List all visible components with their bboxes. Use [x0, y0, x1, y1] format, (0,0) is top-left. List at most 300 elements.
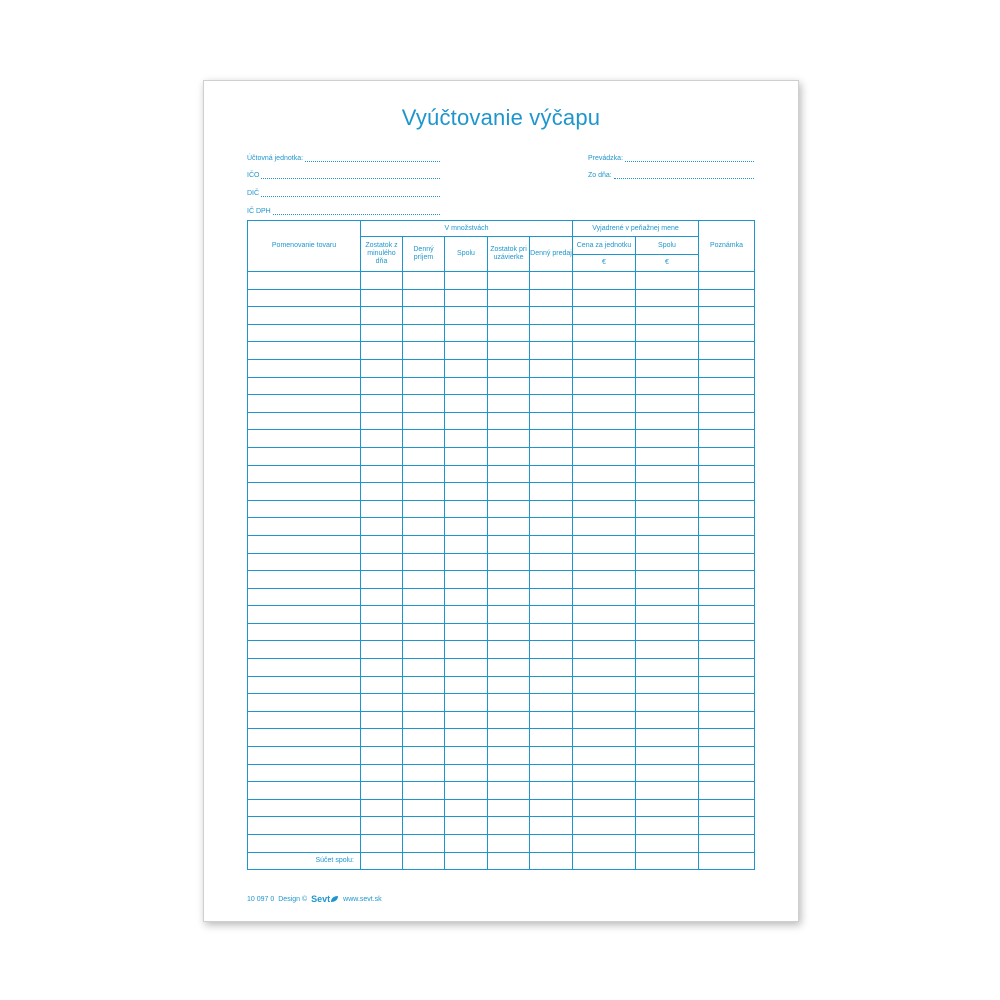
- table-cell[interactable]: [636, 571, 699, 589]
- table-cell[interactable]: [699, 483, 755, 501]
- table-cell[interactable]: [403, 588, 445, 606]
- table-cell[interactable]: [699, 588, 755, 606]
- table-cell[interactable]: [573, 588, 636, 606]
- sum-cell[interactable]: [530, 852, 573, 869]
- table-cell[interactable]: [361, 676, 403, 694]
- table-cell[interactable]: [636, 377, 699, 395]
- table-cell[interactable]: [573, 307, 636, 325]
- table-cell[interactable]: [636, 518, 699, 536]
- sum-cell[interactable]: [699, 852, 755, 869]
- table-cell[interactable]: [445, 835, 488, 853]
- table-cell[interactable]: [361, 395, 403, 413]
- table-cell[interactable]: [573, 359, 636, 377]
- table-cell[interactable]: [445, 324, 488, 342]
- table-cell[interactable]: [248, 641, 361, 659]
- table-cell[interactable]: [573, 289, 636, 307]
- table-cell[interactable]: [636, 764, 699, 782]
- table-cell[interactable]: [530, 289, 573, 307]
- table-cell[interactable]: [445, 606, 488, 624]
- table-cell[interactable]: [573, 395, 636, 413]
- table-cell[interactable]: [573, 623, 636, 641]
- table-cell[interactable]: [403, 659, 445, 677]
- table-cell[interactable]: [248, 747, 361, 765]
- table-cell[interactable]: [403, 430, 445, 448]
- table-cell[interactable]: [488, 782, 530, 800]
- table-cell[interactable]: [361, 535, 403, 553]
- table-cell[interactable]: [573, 729, 636, 747]
- table-cell[interactable]: [248, 835, 361, 853]
- sum-cell[interactable]: [636, 852, 699, 869]
- table-cell[interactable]: [361, 289, 403, 307]
- table-cell[interactable]: [636, 553, 699, 571]
- table-cell[interactable]: [488, 272, 530, 290]
- table-cell[interactable]: [488, 518, 530, 536]
- table-cell[interactable]: [636, 676, 699, 694]
- table-cell[interactable]: [403, 835, 445, 853]
- table-cell[interactable]: [699, 729, 755, 747]
- table-cell[interactable]: [699, 799, 755, 817]
- table-cell[interactable]: [530, 641, 573, 659]
- table-cell[interactable]: [699, 747, 755, 765]
- table-cell[interactable]: [248, 430, 361, 448]
- table-cell[interactable]: [445, 571, 488, 589]
- table-cell[interactable]: [636, 747, 699, 765]
- table-cell[interactable]: [636, 500, 699, 518]
- table-cell[interactable]: [445, 799, 488, 817]
- table-cell[interactable]: [636, 535, 699, 553]
- table-cell[interactable]: [403, 623, 445, 641]
- table-cell[interactable]: [699, 535, 755, 553]
- table-cell[interactable]: [361, 342, 403, 360]
- table-cell[interactable]: [488, 553, 530, 571]
- table-cell[interactable]: [248, 324, 361, 342]
- table-cell[interactable]: [636, 659, 699, 677]
- table-cell[interactable]: [530, 571, 573, 589]
- table-cell[interactable]: [248, 764, 361, 782]
- table-cell[interactable]: [361, 412, 403, 430]
- field-date[interactable]: [588, 167, 754, 179]
- table-cell[interactable]: [445, 412, 488, 430]
- table-cell[interactable]: [636, 412, 699, 430]
- table-cell[interactable]: [699, 359, 755, 377]
- table-cell[interactable]: [573, 782, 636, 800]
- table-cell[interactable]: [530, 395, 573, 413]
- sum-cell[interactable]: [488, 852, 530, 869]
- table-cell[interactable]: [445, 483, 488, 501]
- table-cell[interactable]: [248, 694, 361, 712]
- table-cell[interactable]: [636, 395, 699, 413]
- table-cell[interactable]: [248, 623, 361, 641]
- table-cell[interactable]: [488, 799, 530, 817]
- table-cell[interactable]: [361, 835, 403, 853]
- table-cell[interactable]: [636, 623, 699, 641]
- table-cell[interactable]: [488, 711, 530, 729]
- table-cell[interactable]: [636, 430, 699, 448]
- table-cell[interactable]: [248, 483, 361, 501]
- table-cell[interactable]: [530, 447, 573, 465]
- table-cell[interactable]: [445, 342, 488, 360]
- table-cell[interactable]: [636, 588, 699, 606]
- table-cell[interactable]: [573, 342, 636, 360]
- table-cell[interactable]: [699, 764, 755, 782]
- table-cell[interactable]: [636, 324, 699, 342]
- table-cell[interactable]: [248, 799, 361, 817]
- table-cell[interactable]: [699, 694, 755, 712]
- table-cell[interactable]: [488, 764, 530, 782]
- table-cell[interactable]: [573, 518, 636, 536]
- table-cell[interactable]: [488, 324, 530, 342]
- sum-cell[interactable]: [445, 852, 488, 869]
- table-cell[interactable]: [699, 289, 755, 307]
- table-cell[interactable]: [445, 500, 488, 518]
- table-cell[interactable]: [573, 535, 636, 553]
- table-cell[interactable]: [248, 782, 361, 800]
- table-cell[interactable]: [636, 641, 699, 659]
- table-cell[interactable]: [403, 272, 445, 290]
- table-cell[interactable]: [573, 447, 636, 465]
- table-cell[interactable]: [445, 272, 488, 290]
- table-cell[interactable]: [488, 377, 530, 395]
- table-cell[interactable]: [530, 799, 573, 817]
- table-cell[interactable]: [699, 412, 755, 430]
- table-cell[interactable]: [530, 835, 573, 853]
- table-cell[interactable]: [636, 447, 699, 465]
- table-cell[interactable]: [573, 571, 636, 589]
- table-cell[interactable]: [699, 606, 755, 624]
- table-cell[interactable]: [403, 324, 445, 342]
- table-cell[interactable]: [403, 500, 445, 518]
- sum-cell[interactable]: [403, 852, 445, 869]
- table-cell[interactable]: [361, 430, 403, 448]
- table-cell[interactable]: [403, 817, 445, 835]
- table-cell[interactable]: [361, 588, 403, 606]
- table-cell[interactable]: [530, 588, 573, 606]
- table-cell[interactable]: [636, 817, 699, 835]
- table-cell[interactable]: [488, 500, 530, 518]
- table-cell[interactable]: [699, 676, 755, 694]
- table-cell[interactable]: [248, 659, 361, 677]
- table-cell[interactable]: [636, 782, 699, 800]
- table-cell[interactable]: [699, 500, 755, 518]
- table-cell[interactable]: [488, 342, 530, 360]
- table-cell[interactable]: [361, 764, 403, 782]
- table-cell[interactable]: [248, 535, 361, 553]
- table-cell[interactable]: [699, 623, 755, 641]
- table-cell[interactable]: [445, 447, 488, 465]
- sum-cell[interactable]: [361, 852, 403, 869]
- table-cell[interactable]: [403, 729, 445, 747]
- table-cell[interactable]: [699, 817, 755, 835]
- table-cell[interactable]: [403, 342, 445, 360]
- table-cell[interactable]: [248, 447, 361, 465]
- table-cell[interactable]: [530, 324, 573, 342]
- table-cell[interactable]: [403, 377, 445, 395]
- table-cell[interactable]: [699, 782, 755, 800]
- table-cell[interactable]: [248, 588, 361, 606]
- table-cell[interactable]: [573, 764, 636, 782]
- table-cell[interactable]: [636, 465, 699, 483]
- table-cell[interactable]: [248, 377, 361, 395]
- table-cell[interactable]: [403, 289, 445, 307]
- table-cell[interactable]: [488, 623, 530, 641]
- table-cell[interactable]: [445, 395, 488, 413]
- table-cell[interactable]: [403, 571, 445, 589]
- table-cell[interactable]: [361, 659, 403, 677]
- table-cell[interactable]: [573, 500, 636, 518]
- table-cell[interactable]: [699, 518, 755, 536]
- table-cell[interactable]: [248, 729, 361, 747]
- table-cell[interactable]: [403, 307, 445, 325]
- table-cell[interactable]: [403, 518, 445, 536]
- table-cell[interactable]: [248, 342, 361, 360]
- table-cell[interactable]: [699, 835, 755, 853]
- table-cell[interactable]: [361, 518, 403, 536]
- table-cell[interactable]: [573, 711, 636, 729]
- table-cell[interactable]: [573, 676, 636, 694]
- table-cell[interactable]: [248, 817, 361, 835]
- table-cell[interactable]: [573, 641, 636, 659]
- table-cell[interactable]: [445, 782, 488, 800]
- table-cell[interactable]: [699, 307, 755, 325]
- table-cell[interactable]: [530, 782, 573, 800]
- website-link[interactable]: www.sevt.sk: [343, 895, 382, 903]
- table-cell[interactable]: [361, 694, 403, 712]
- table-cell[interactable]: [530, 764, 573, 782]
- table-cell[interactable]: [636, 272, 699, 290]
- table-cell[interactable]: [488, 430, 530, 448]
- table-cell[interactable]: [445, 817, 488, 835]
- table-cell[interactable]: [445, 465, 488, 483]
- table-cell[interactable]: [445, 747, 488, 765]
- table-cell[interactable]: [488, 641, 530, 659]
- table-cell[interactable]: [530, 377, 573, 395]
- table-cell[interactable]: [361, 272, 403, 290]
- table-cell[interactable]: [636, 729, 699, 747]
- table-cell[interactable]: [530, 694, 573, 712]
- table-cell[interactable]: [573, 272, 636, 290]
- table-cell[interactable]: [445, 518, 488, 536]
- table-cell[interactable]: [445, 676, 488, 694]
- table-cell[interactable]: [445, 729, 488, 747]
- table-cell[interactable]: [445, 307, 488, 325]
- table-cell[interactable]: [445, 289, 488, 307]
- table-cell[interactable]: [530, 606, 573, 624]
- table-cell[interactable]: [361, 483, 403, 501]
- table-cell[interactable]: [488, 395, 530, 413]
- table-cell[interactable]: [573, 606, 636, 624]
- table-cell[interactable]: [573, 483, 636, 501]
- table-cell[interactable]: [488, 588, 530, 606]
- table-cell[interactable]: [445, 623, 488, 641]
- table-cell[interactable]: [573, 553, 636, 571]
- table-cell[interactable]: [403, 782, 445, 800]
- table-cell[interactable]: [445, 711, 488, 729]
- table-cell[interactable]: [636, 835, 699, 853]
- table-cell[interactable]: [445, 659, 488, 677]
- table-cell[interactable]: [248, 307, 361, 325]
- table-cell[interactable]: [403, 483, 445, 501]
- table-cell[interactable]: [248, 465, 361, 483]
- table-cell[interactable]: [488, 307, 530, 325]
- table-cell[interactable]: [530, 307, 573, 325]
- table-cell[interactable]: [636, 289, 699, 307]
- table-cell[interactable]: [403, 676, 445, 694]
- table-cell[interactable]: [488, 289, 530, 307]
- table-cell[interactable]: [699, 324, 755, 342]
- table-cell[interactable]: [530, 711, 573, 729]
- table-cell[interactable]: [573, 747, 636, 765]
- table-cell[interactable]: [488, 694, 530, 712]
- table-cell[interactable]: [488, 465, 530, 483]
- table-cell[interactable]: [488, 747, 530, 765]
- field-establishment[interactable]: [588, 150, 754, 162]
- table-cell[interactable]: [403, 359, 445, 377]
- table-cell[interactable]: [573, 799, 636, 817]
- table-cell[interactable]: [699, 553, 755, 571]
- table-cell[interactable]: [361, 747, 403, 765]
- table-cell[interactable]: [636, 483, 699, 501]
- table-cell[interactable]: [403, 553, 445, 571]
- table-cell[interactable]: [361, 324, 403, 342]
- table-cell[interactable]: [361, 641, 403, 659]
- field-accounting-unit[interactable]: [247, 150, 440, 162]
- table-cell[interactable]: [573, 694, 636, 712]
- table-cell[interactable]: [530, 272, 573, 290]
- table-cell[interactable]: [361, 799, 403, 817]
- table-cell[interactable]: [530, 483, 573, 501]
- table-cell[interactable]: [361, 606, 403, 624]
- table-cell[interactable]: [530, 676, 573, 694]
- field-dic[interactable]: [247, 185, 440, 197]
- table-cell[interactable]: [636, 359, 699, 377]
- table-cell[interactable]: [530, 535, 573, 553]
- table-cell[interactable]: [403, 465, 445, 483]
- table-cell[interactable]: [636, 342, 699, 360]
- table-cell[interactable]: [445, 553, 488, 571]
- table-cell[interactable]: [636, 799, 699, 817]
- table-cell[interactable]: [699, 272, 755, 290]
- table-cell[interactable]: [530, 659, 573, 677]
- table-cell[interactable]: [403, 447, 445, 465]
- table-cell[interactable]: [488, 606, 530, 624]
- table-cell[interactable]: [699, 430, 755, 448]
- table-cell[interactable]: [636, 606, 699, 624]
- table-cell[interactable]: [530, 500, 573, 518]
- table-cell[interactable]: [403, 395, 445, 413]
- table-cell[interactable]: [361, 571, 403, 589]
- table-cell[interactable]: [699, 342, 755, 360]
- table-cell[interactable]: [530, 623, 573, 641]
- table-cell[interactable]: [530, 518, 573, 536]
- table-cell[interactable]: [488, 659, 530, 677]
- table-cell[interactable]: [488, 412, 530, 430]
- table-cell[interactable]: [361, 553, 403, 571]
- table-cell[interactable]: [361, 447, 403, 465]
- table-cell[interactable]: [488, 447, 530, 465]
- table-cell[interactable]: [445, 641, 488, 659]
- table-cell[interactable]: [488, 729, 530, 747]
- table-cell[interactable]: [248, 412, 361, 430]
- table-cell[interactable]: [530, 747, 573, 765]
- table-cell[interactable]: [361, 729, 403, 747]
- table-cell[interactable]: [636, 694, 699, 712]
- table-cell[interactable]: [403, 711, 445, 729]
- table-cell[interactable]: [445, 588, 488, 606]
- table-cell[interactable]: [573, 817, 636, 835]
- table-cell[interactable]: [488, 817, 530, 835]
- table-cell[interactable]: [573, 465, 636, 483]
- table-cell[interactable]: [248, 395, 361, 413]
- table-cell[interactable]: [699, 641, 755, 659]
- table-cell[interactable]: [530, 465, 573, 483]
- table-cell[interactable]: [403, 799, 445, 817]
- table-cell[interactable]: [530, 359, 573, 377]
- table-cell[interactable]: [445, 377, 488, 395]
- table-cell[interactable]: [699, 465, 755, 483]
- table-cell[interactable]: [361, 711, 403, 729]
- table-cell[interactable]: [530, 412, 573, 430]
- table-cell[interactable]: [573, 659, 636, 677]
- table-cell[interactable]: [573, 324, 636, 342]
- table-cell[interactable]: [530, 817, 573, 835]
- table-cell[interactable]: [361, 817, 403, 835]
- table-cell[interactable]: [488, 359, 530, 377]
- table-cell[interactable]: [361, 307, 403, 325]
- table-cell[interactable]: [573, 377, 636, 395]
- table-cell[interactable]: [699, 711, 755, 729]
- table-cell[interactable]: [361, 359, 403, 377]
- table-cell[interactable]: [445, 430, 488, 448]
- table-cell[interactable]: [573, 835, 636, 853]
- table-cell[interactable]: [445, 764, 488, 782]
- table-cell[interactable]: [636, 307, 699, 325]
- table-cell[interactable]: [248, 272, 361, 290]
- table-cell[interactable]: [488, 535, 530, 553]
- table-cell[interactable]: [248, 553, 361, 571]
- table-cell[interactable]: [403, 412, 445, 430]
- table-cell[interactable]: [361, 623, 403, 641]
- table-cell[interactable]: [636, 711, 699, 729]
- table-cell[interactable]: [488, 483, 530, 501]
- table-cell[interactable]: [445, 535, 488, 553]
- table-cell[interactable]: [248, 359, 361, 377]
- table-cell[interactable]: [699, 571, 755, 589]
- table-cell[interactable]: [403, 606, 445, 624]
- field-ico[interactable]: [247, 167, 440, 179]
- sum-cell[interactable]: [573, 852, 636, 869]
- table-cell[interactable]: [361, 377, 403, 395]
- table-cell[interactable]: [488, 571, 530, 589]
- table-cell[interactable]: [248, 606, 361, 624]
- table-cell[interactable]: [248, 289, 361, 307]
- table-cell[interactable]: [699, 447, 755, 465]
- table-cell[interactable]: [248, 711, 361, 729]
- table-cell[interactable]: [403, 535, 445, 553]
- table-cell[interactable]: [530, 729, 573, 747]
- table-cell[interactable]: [248, 500, 361, 518]
- table-cell[interactable]: [699, 395, 755, 413]
- table-cell[interactable]: [530, 430, 573, 448]
- table-cell[interactable]: [530, 553, 573, 571]
- table-cell[interactable]: [361, 465, 403, 483]
- table-cell[interactable]: [530, 342, 573, 360]
- table-cell[interactable]: [403, 747, 445, 765]
- table-cell[interactable]: [248, 518, 361, 536]
- table-cell[interactable]: [248, 676, 361, 694]
- table-cell[interactable]: [488, 835, 530, 853]
- table-cell[interactable]: [699, 659, 755, 677]
- table-cell[interactable]: [403, 764, 445, 782]
